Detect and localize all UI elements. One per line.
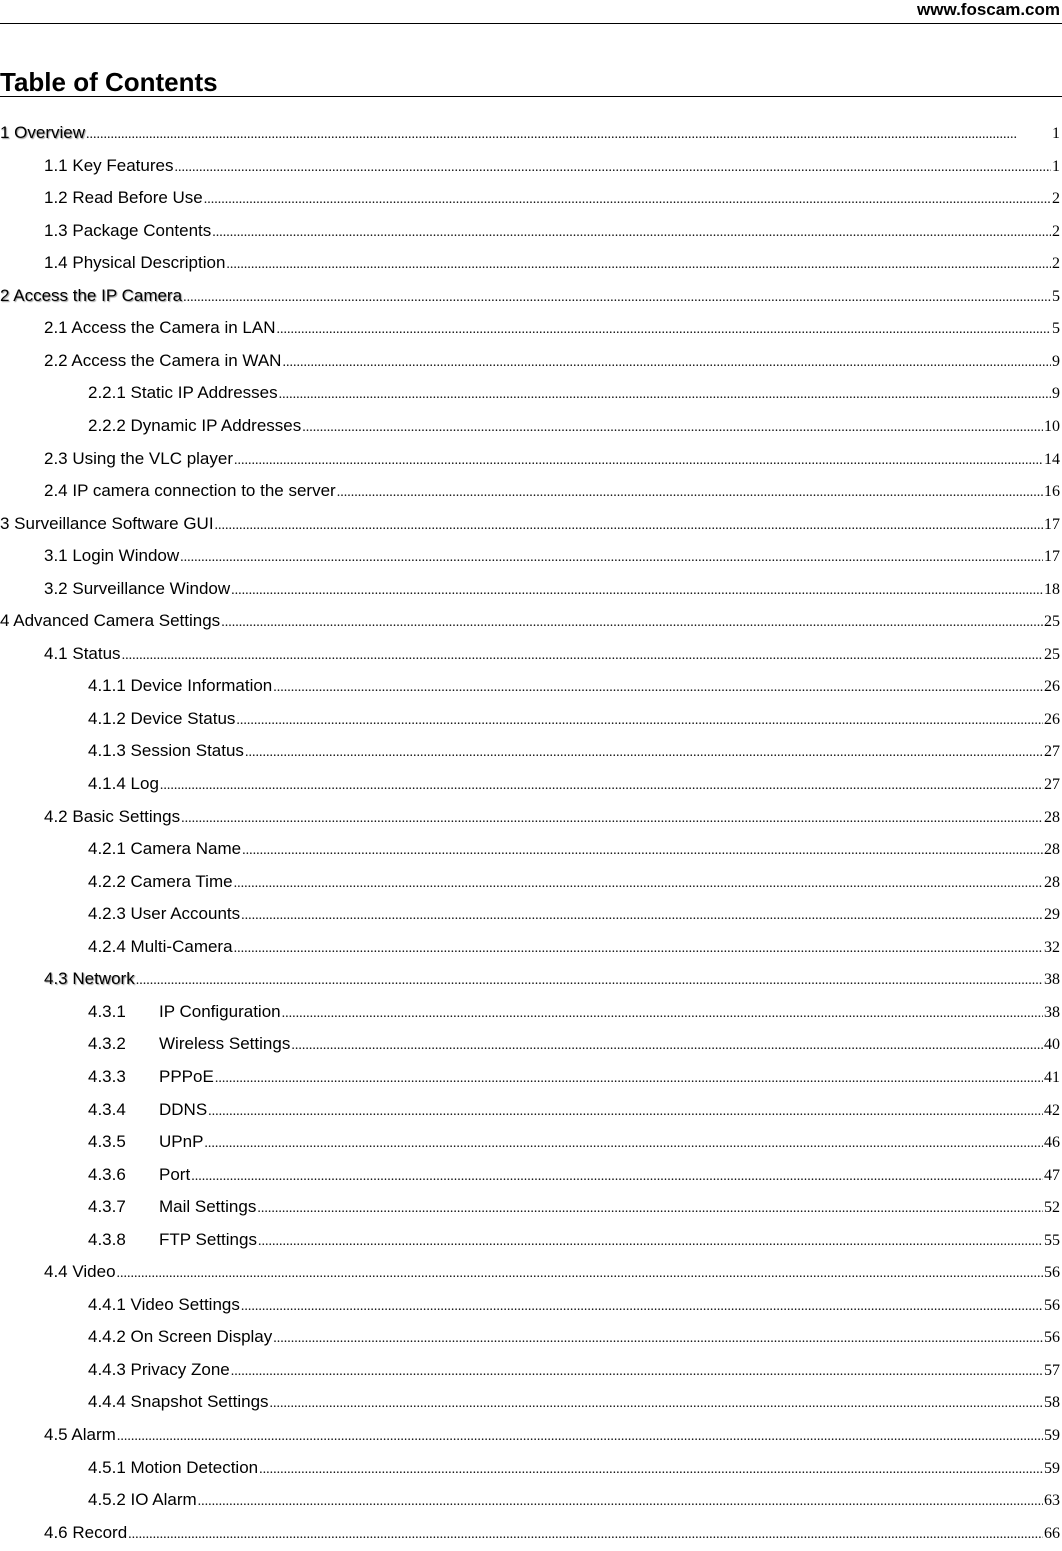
toc-entry-title: Wireless Settings xyxy=(159,1034,291,1054)
toc-page-number: 1 xyxy=(1052,125,1060,142)
toc-entry[interactable] xyxy=(0,735,1062,767)
toc-entry[interactable] xyxy=(0,703,1062,735)
toc-entry-number: 4.3.5 xyxy=(88,1132,126,1152)
toc-entry[interactable] xyxy=(0,670,1062,702)
toc-entry-label: 4.5.1 Motion Detection xyxy=(88,1457,259,1477)
toc-page-number: 2 xyxy=(1052,255,1060,273)
toc-entry-label: 4.6 Record xyxy=(44,1522,128,1542)
toc-entry[interactable] xyxy=(0,1452,1062,1484)
toc-page-number: 9 xyxy=(1052,385,1060,403)
toc-entry-label xyxy=(88,1028,290,1060)
toc-entry-label: 4.1.3 Session Status xyxy=(88,741,244,761)
toc-entry[interactable] xyxy=(0,1028,1062,1060)
toc-entry-label: 1 Overview xyxy=(0,123,86,142)
toc-page-number: 17 xyxy=(1044,548,1060,566)
toc-dot-leader xyxy=(226,249,1051,281)
toc-page-number: 52 xyxy=(1044,1199,1060,1217)
toc-dot-leader xyxy=(183,282,1051,314)
toc-dot-leader xyxy=(273,672,1043,704)
toc-entry[interactable] xyxy=(0,1289,1062,1321)
toc-page-number: 28 xyxy=(1044,841,1060,859)
toc-entry[interactable] xyxy=(0,1126,1062,1158)
toc-entry-label xyxy=(88,996,281,1028)
toc-entry-label: 4.3 Network xyxy=(44,969,135,989)
toc-page-number: 28 xyxy=(1044,808,1060,826)
toc-page-number: 17 xyxy=(1044,515,1060,533)
toc-entry-label: 4.4.4 Snapshot Settings xyxy=(88,1392,269,1412)
toc-dot-leader xyxy=(236,705,1043,737)
toc-entry-label: 4.4.2 On Screen Display xyxy=(88,1327,273,1347)
toc-dot-leader xyxy=(279,379,1051,411)
toc-page-number: 25 xyxy=(1044,645,1060,663)
toc-entry[interactable] xyxy=(0,898,1062,930)
toc-dot-leader xyxy=(117,1258,1043,1290)
toc-page-number: 2 xyxy=(1052,190,1060,208)
toc-entry[interactable] xyxy=(0,508,1062,540)
toc-entry[interactable] xyxy=(0,1517,1062,1549)
toc-entry-number: 4.3.8 xyxy=(88,1229,126,1249)
toc-entry-label: 4.5 Alarm xyxy=(44,1425,116,1444)
toc-dot-leader xyxy=(234,868,1043,900)
toc-page-number: 59 xyxy=(1044,1459,1060,1477)
toc-entry-title: Mail Settings xyxy=(159,1197,257,1217)
toc-page-number: 42 xyxy=(1044,1101,1060,1119)
toc-page-number: 25 xyxy=(1044,613,1060,631)
toc-dot-leader xyxy=(191,1161,1043,1193)
toc-dot-leader xyxy=(160,770,1043,802)
toc-dot-leader xyxy=(86,119,1051,151)
toc-entry[interactable] xyxy=(0,117,1062,149)
toc-entry[interactable] xyxy=(0,1484,1062,1516)
toc-entry-number: 4.3.3 xyxy=(88,1066,126,1086)
toc-entry[interactable] xyxy=(0,410,1062,442)
toc-entry-label: 3.1 Login Window xyxy=(44,546,180,566)
toc-entry[interactable] xyxy=(0,996,1062,1028)
toc-entry-label: 3 Surveillance Software GUI xyxy=(0,513,214,533)
title-divider xyxy=(0,96,1062,97)
toc-dot-leader xyxy=(231,1356,1043,1388)
toc-dot-leader xyxy=(208,1096,1043,1128)
toc-dot-leader xyxy=(273,1323,1043,1355)
toc-entry[interactable] xyxy=(0,1321,1062,1353)
toc-page-number: 59 xyxy=(1044,1427,1060,1444)
header-divider xyxy=(0,23,1062,24)
toc-entry[interactable] xyxy=(0,1354,1062,1386)
toc-dot-leader xyxy=(215,510,1043,542)
toc-page-number: 5 xyxy=(1052,287,1060,305)
toc-dot-leader xyxy=(282,347,1051,379)
toc-entry-label: 1.1 Key Features xyxy=(44,155,174,175)
toc-page-number: 63 xyxy=(1044,1492,1060,1510)
toc-page-number: 32 xyxy=(1044,938,1060,956)
toc-entry[interactable] xyxy=(0,345,1062,377)
toc-page-number: 29 xyxy=(1044,906,1060,924)
toc-entry[interactable] xyxy=(0,1061,1062,1093)
toc-entry-label: 2 Access the IP Camera xyxy=(0,285,183,305)
toc-dot-leader xyxy=(215,1063,1043,1095)
toc-dot-leader xyxy=(198,1486,1043,1518)
toc-page-number: 55 xyxy=(1044,1231,1060,1249)
toc-page-number: 46 xyxy=(1044,1134,1060,1152)
toc-entry-label: 4.4.1 Video Settings xyxy=(88,1294,240,1314)
toc-entry-number: 4.3.2 xyxy=(88,1034,126,1054)
toc-entry[interactable] xyxy=(0,1159,1062,1191)
toc-dot-leader xyxy=(231,575,1043,607)
toc-entry-label: 2.4 IP camera connection to the server xyxy=(44,481,336,501)
toc-dot-leader xyxy=(212,217,1051,249)
toc-dot-leader xyxy=(245,737,1043,769)
toc-entry[interactable] xyxy=(0,768,1062,800)
toc-dot-leader xyxy=(270,1388,1043,1420)
toc-entry[interactable] xyxy=(0,1224,1062,1256)
toc-page-number: 41 xyxy=(1044,1068,1060,1086)
toc-dot-leader xyxy=(259,1454,1043,1486)
toc-dot-leader xyxy=(174,152,1051,184)
toc-entry-title: PPPoE xyxy=(159,1066,214,1086)
toc-page-number: 27 xyxy=(1044,743,1060,761)
toc-page-number: 18 xyxy=(1044,580,1060,598)
toc-entry-label: 4.2.4 Multi-Camera xyxy=(88,936,233,956)
toc-entry-title: UPnP xyxy=(159,1132,204,1152)
toc-entry[interactable] xyxy=(0,377,1062,409)
toc-page-number: 56 xyxy=(1044,1329,1060,1347)
toc-page-number: 1 xyxy=(1052,157,1060,175)
toc-entry[interactable] xyxy=(0,475,1062,507)
toc-dot-leader xyxy=(241,900,1043,932)
toc-dot-leader xyxy=(282,998,1043,1030)
toc-entry-label: 2.3 Using the VLC player xyxy=(44,448,233,468)
toc-entry[interactable] xyxy=(0,833,1062,865)
toc-entry-label: 1.4 Physical Description xyxy=(44,253,226,273)
toc-entry[interactable] xyxy=(0,280,1062,312)
toc-page-number: 47 xyxy=(1044,1166,1060,1184)
toc-entry[interactable] xyxy=(0,963,1062,995)
toc-entry[interactable] xyxy=(0,801,1062,833)
toc-entry-label xyxy=(88,1191,256,1223)
toc-page-number: 58 xyxy=(1044,1394,1060,1412)
toc-entry[interactable] xyxy=(0,247,1062,279)
toc-entry-label xyxy=(88,1061,214,1093)
toc-page-number: 26 xyxy=(1044,710,1060,728)
toc-page-number: 38 xyxy=(1044,1003,1060,1021)
toc-dot-leader xyxy=(122,640,1043,672)
toc-entry[interactable] xyxy=(0,605,1062,637)
toc-dot-leader xyxy=(180,542,1043,574)
toc-page-number: 5 xyxy=(1052,320,1060,338)
toc-entry[interactable] xyxy=(0,1094,1062,1126)
toc-entry-label xyxy=(88,1126,203,1158)
toc-entry-label: 2.2 Access the Camera in WAN xyxy=(44,350,282,370)
toc-entry[interactable] xyxy=(0,182,1062,214)
toc-entry-label xyxy=(88,1159,190,1191)
toc-entry-number: 4.3.4 xyxy=(88,1099,126,1119)
toc-dot-leader xyxy=(337,477,1043,509)
toc-page-number: 2 xyxy=(1052,222,1060,240)
toc-entry-label: 1.2 Read Before Use xyxy=(44,188,203,208)
toc-entry-label: 4.2.3 User Accounts xyxy=(88,904,241,924)
toc-entry[interactable] xyxy=(0,1191,1062,1223)
toc-page-number: 27 xyxy=(1044,776,1060,793)
toc-entry[interactable] xyxy=(0,931,1062,963)
toc-entry-label: 2.2.1 Static IP Addresses xyxy=(88,383,278,403)
toc-page-number: 14 xyxy=(1044,450,1060,468)
toc-entry-title: FTP Settings xyxy=(159,1229,257,1249)
toc-page-number: 16 xyxy=(1044,483,1060,501)
toc-entry-label: 4.1.2 Device Status xyxy=(88,708,236,728)
toc-entry-label xyxy=(88,1094,207,1126)
toc-entry-label: 4.2.2 Camera Time xyxy=(88,871,233,891)
toc-dot-leader xyxy=(242,835,1043,867)
toc-entry[interactable] xyxy=(0,573,1062,605)
toc-dot-leader xyxy=(234,933,1043,965)
toc-entry-label: 4.2 Basic Settings xyxy=(44,806,181,826)
toc-entry-label: 4.4.3 Privacy Zone xyxy=(88,1359,230,1379)
toc-entry-label: 4.1.1 Device Information xyxy=(88,676,273,696)
toc-page-number: 56 xyxy=(1044,1264,1060,1282)
toc-entry[interactable] xyxy=(0,443,1062,475)
toc-dot-leader xyxy=(136,965,1043,997)
toc-dot-leader xyxy=(234,445,1043,477)
toc-page-number: 56 xyxy=(1044,1296,1060,1314)
toc-entry[interactable] xyxy=(0,215,1062,247)
toc-page-number: 28 xyxy=(1044,873,1060,891)
toc-entry[interactable] xyxy=(0,1419,1062,1451)
toc-entry[interactable] xyxy=(0,1256,1062,1288)
toc-page-number: 10 xyxy=(1044,417,1060,435)
toc-entry-label xyxy=(88,1224,257,1256)
toc-entry[interactable] xyxy=(0,638,1062,670)
toc-entry[interactable] xyxy=(0,312,1062,344)
header-site-url: www.foscam.com xyxy=(917,0,1060,19)
toc-entry-number: 4.3.6 xyxy=(88,1164,126,1184)
toc-entry-number: 4.3.7 xyxy=(88,1197,126,1217)
toc-entry-label: 4.1.4 Log xyxy=(88,774,159,793)
toc-entry[interactable] xyxy=(0,150,1062,182)
toc-entry-title: IP Configuration xyxy=(159,1001,281,1021)
toc-dot-leader xyxy=(302,412,1043,444)
toc-entry[interactable] xyxy=(0,866,1062,898)
toc-dot-leader xyxy=(277,314,1051,346)
toc-entry-label: 3.2 Surveillance Window xyxy=(44,578,231,598)
toc-page-number: 26 xyxy=(1044,678,1060,696)
toc-dot-leader xyxy=(291,1030,1043,1062)
toc-dot-leader xyxy=(221,607,1043,639)
toc-entry-title: DDNS xyxy=(159,1099,208,1119)
toc-page-number: 38 xyxy=(1044,971,1060,989)
toc-page-number: 40 xyxy=(1044,1036,1060,1054)
toc-page-number: 66 xyxy=(1044,1524,1060,1542)
toc-dot-leader xyxy=(241,1291,1043,1323)
toc-entry-label: 4.1 Status xyxy=(44,643,121,663)
toc-dot-leader xyxy=(258,1226,1043,1258)
toc-entry-label: 4 Advanced Camera Settings xyxy=(0,611,221,631)
toc-entry-label: 4.2.1 Camera Name xyxy=(88,839,242,859)
toc-page-number: 57 xyxy=(1044,1361,1060,1379)
toc-entry-label: 2.2.2 Dynamic IP Addresses xyxy=(88,415,302,435)
toc-entry-title: Port xyxy=(159,1164,191,1184)
toc-entry-label: 1.3 Package Contents xyxy=(44,220,212,240)
toc-entry-label: 4.4 Video xyxy=(44,1262,116,1282)
page-title: Table of Contents xyxy=(0,67,218,97)
toc-dot-leader xyxy=(181,803,1043,835)
toc-page-number: 9 xyxy=(1052,352,1060,370)
toc-dot-leader xyxy=(257,1193,1043,1225)
toc-dot-leader xyxy=(204,1128,1043,1160)
toc-entry[interactable] xyxy=(0,540,1062,572)
toc-entry-label: 4.5.2 IO Alarm xyxy=(88,1490,197,1510)
toc-entry-label: 2.1 Access the Camera in LAN xyxy=(44,318,276,338)
toc-entry-number: 4.3.1 xyxy=(88,1001,126,1021)
toc-entry[interactable] xyxy=(0,1386,1062,1418)
toc-dot-leader xyxy=(117,1421,1043,1453)
toc-dot-leader xyxy=(204,184,1051,216)
